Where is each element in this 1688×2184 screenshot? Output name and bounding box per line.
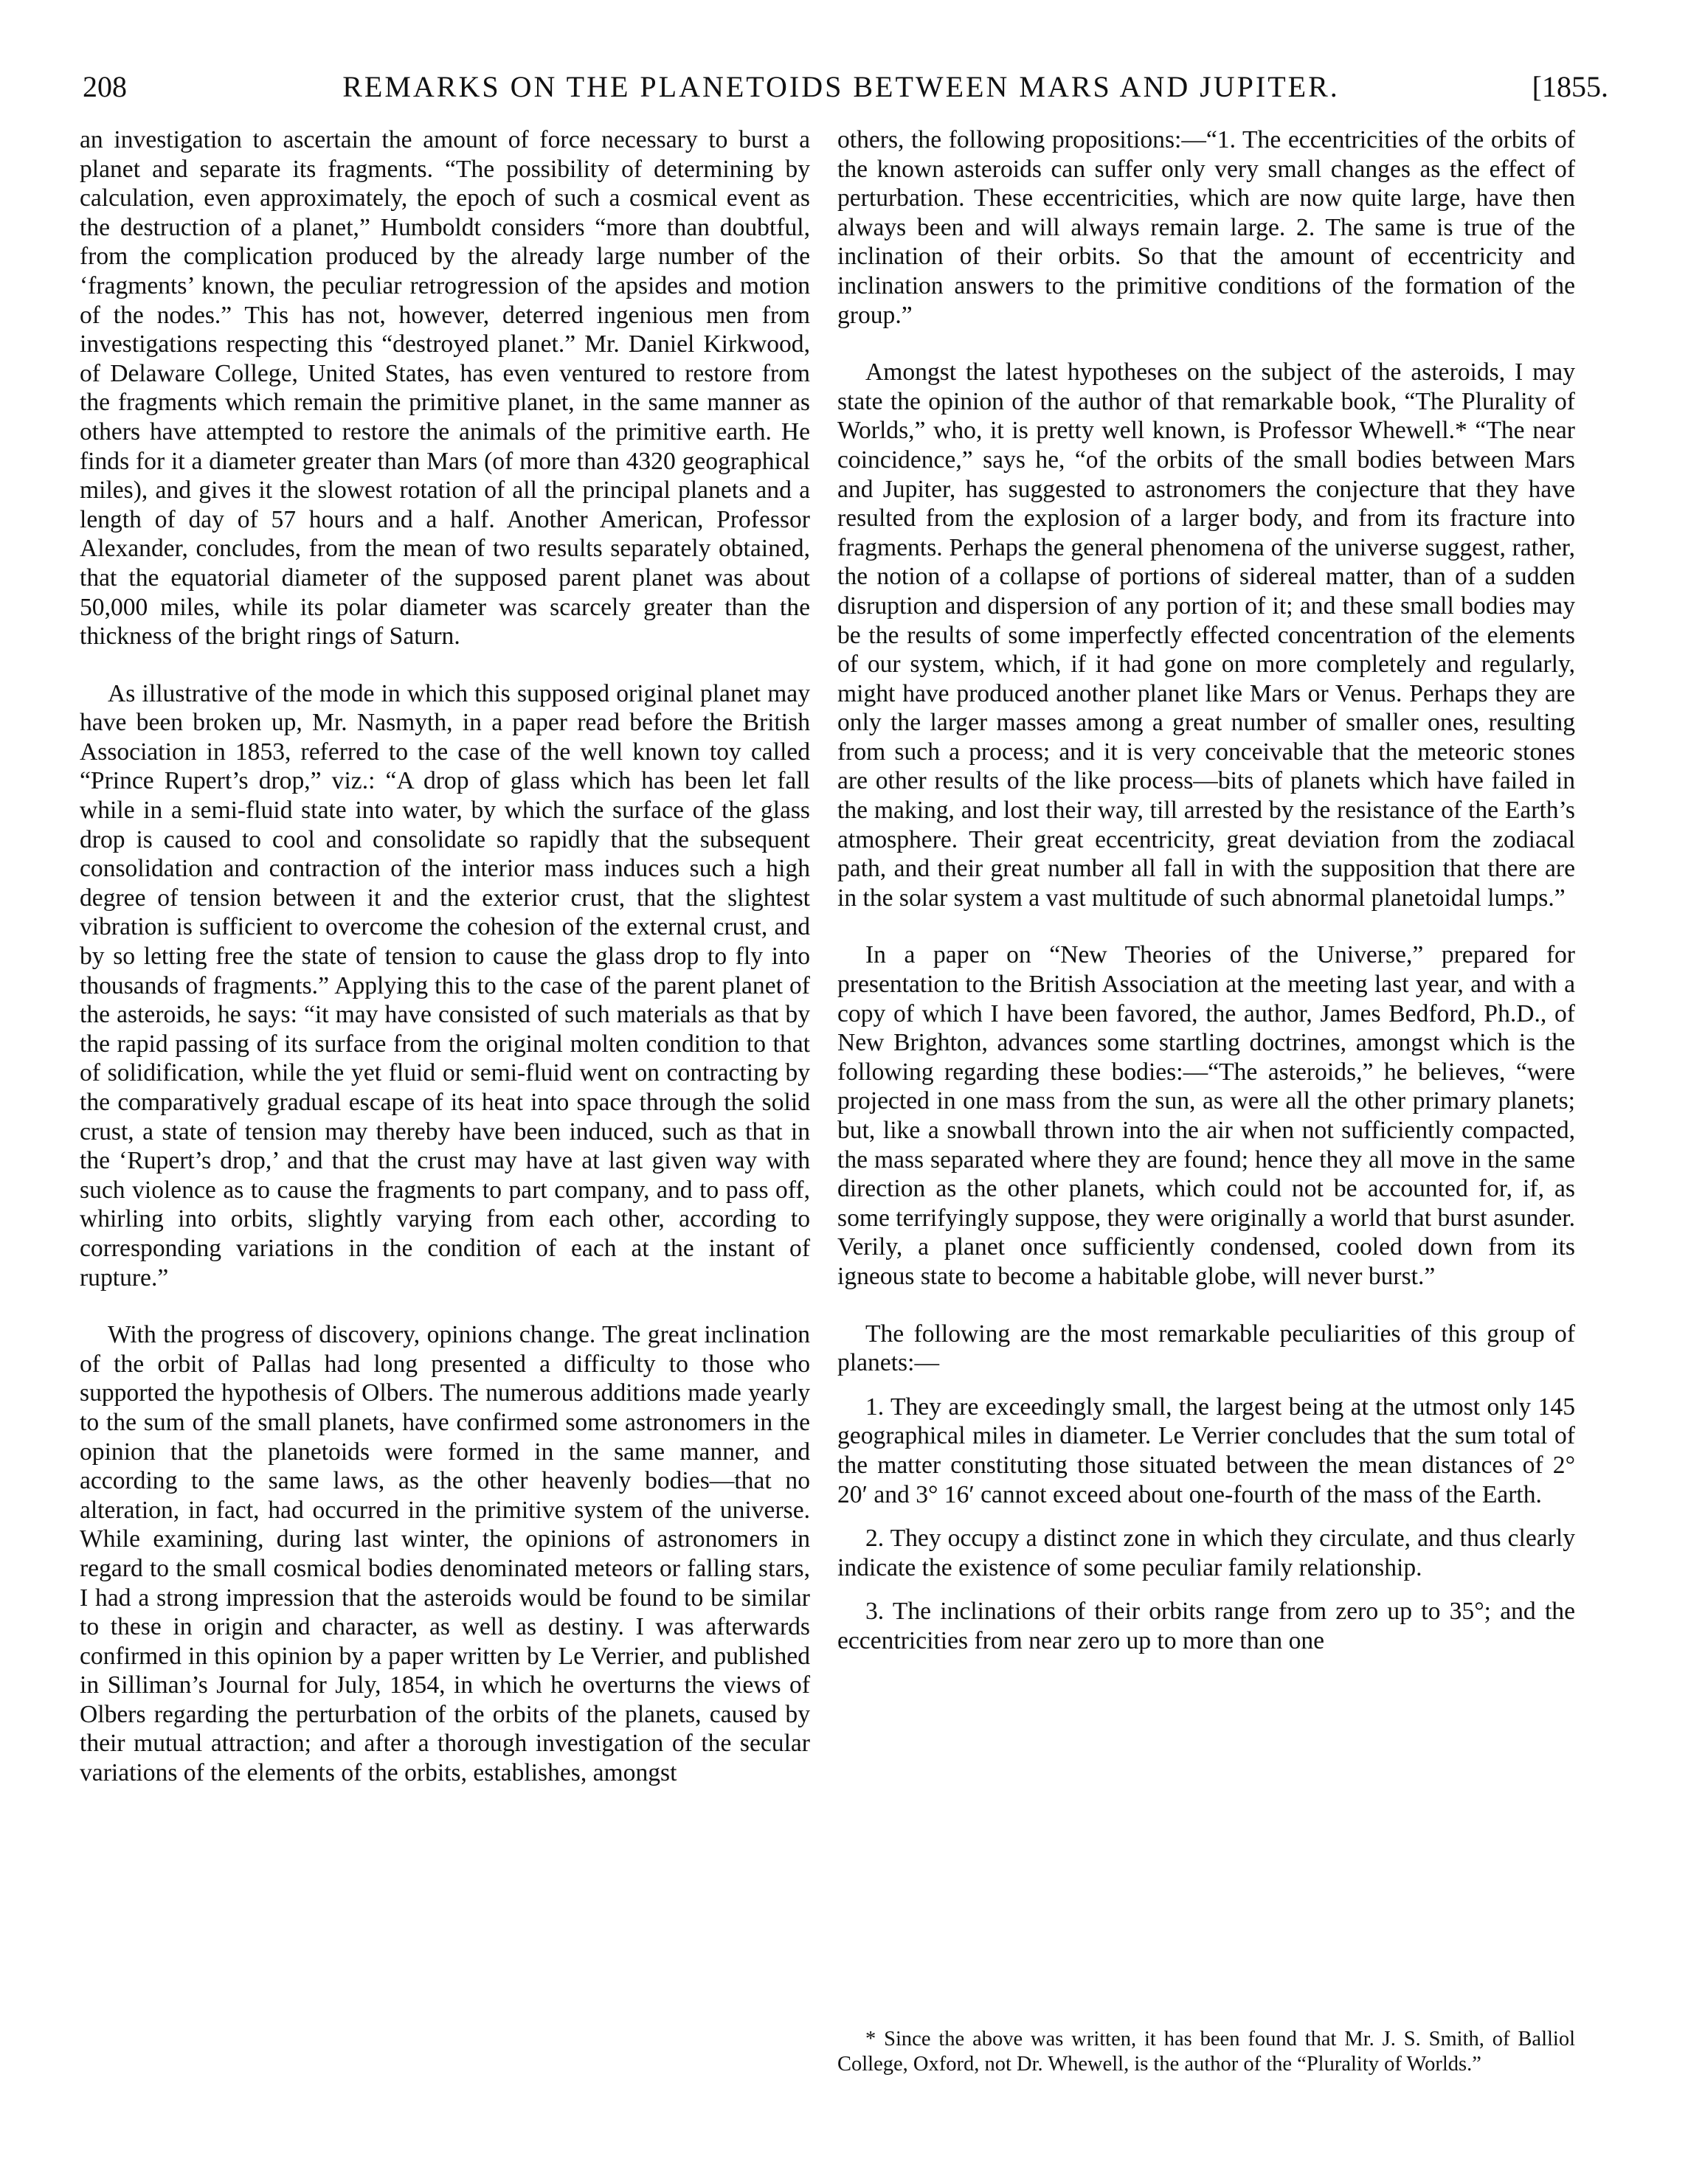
page-number: 208 xyxy=(83,70,127,103)
left-column xyxy=(80,125,810,1788)
footnote xyxy=(837,2027,1575,2077)
footnote-text: * Since the above was written, it has been found that Mr. J. S. Smith, of Balliol College, Oxford, not Dr. Whewell, is the author of the “Plurality of Worlds.” xyxy=(837,2028,1575,2076)
running-title: REMARKS ON THE PLANETOIDS BETWEEN MARS AND JUPITER. xyxy=(342,70,1340,103)
list-item: 3. The inclinations of their orbits range from zero up to 35°; and the eccentricities from near zero up to more than one xyxy=(837,1598,1575,1654)
list-item: 1. They are exceedingly small, the largest being at the utmost only 145 geographical miles in diameter. Le Verrier concludes that the sum total of the matter constituting those situated between the mean distances of 2° 20′ and 3° 16′ cannot exceed about one-fourth of the mass of the Earth. xyxy=(837,1393,1575,1508)
paragraph: With the progress of discovery, opinions change. The great inclination of the orbit of Pallas had long presented a difficulty to those who supported the hypothesis of Olbers. The numerous additions made yearly to the sum of the small planets, have confirmed some astronomers in the opinion that the planetoids were formed in the same manner, and according to the same laws, as the other heavenly bodies—that no alteration, in fact, had occurred in the primitive system of the universe. While examining, during last winter, the opinions of astronomers in regard to the small cosmical bodies denominated meteors or falling stars, I had a strong impression that the asteroids would be found to be similar to these in origin and character, as well as destiny. I was afterwards confirmed in this opinion by a paper written by Le Verrier, and published in Silliman’s Journal for July, 1854, in which he overturns the views of Olbers regarding the perturbation of the orbits of the planets, caused by their mutual attraction; and after a thorough investigation of the secular variations of the elements of the orbits, establishes, amongst xyxy=(80,1321,810,1787)
paragraph: an investigation to ascertain the amount of force necessary to burst a planet and separate its fragments. “The possibility of determining by calculation, even approximately, the epoch of such a cosmical event as the destruction of a planet,” Humboldt considers “more than doubtful, from the complication produced by the already large number of the ‘fragments’ known, the peculiar retrogression of the apsides and motion of the nodes.” This has not, however, deterred ingenious men from investigations respecting this “destroyed planet.” Mr. Daniel Kirkwood, of Delaware College, United States, has even ventured to restore from the fragments which remain the primitive planet, in the same manner as others have attempted to restore the animals of the primitive earth. He finds for it a diameter greater than Mars (of more than 4320 geographical miles), and gives it the slowest rotation of all the principal planets and a length of day of 57 hours and a half. Another American, Professor Alexander, concludes, from the mean of two results separately obtained, that the equatorial diameter of the supposed parent planet was about 50,000 miles, while its polar diameter was scarcely greater than the thickness of the bright rings of Saturn. xyxy=(80,126,810,651)
paragraph: As illustrative of the mode in which this supposed original planet may have been broken up, Mr. Nasmyth, in a paper read before the British Association in 1853, referred to the case of the well known toy called “Prince Rupert’s drop,” viz.: “A drop of glass which has been let fall while in a semi-fluid state into water, by which the surface of the glass drop is caused to cool and consolidate so rapidly that the subsequent consolidation and contraction of the interior mass induces such a high degree of tension between it and the exterior crust, that the slightest vibration is sufficient to overcome the cohesion of the external crust, and by so letting free the state of tension to cause the glass drop to fly into thousands of fragments.” Applying this to the case of the parent planet of the asteroids, he says: “it may have consisted of such materials as that by the rapid passing of its surface from the original molten condition to that of solidification, while the yet fluid or semi-fluid went on contracting by the comparatively gradual escape of its heat into space through the solid crust, a state of tension may thereby have been induced, such as that in the ‘Rupert’s drop,’ and that the crust may have at last given way with such violence as to cause the fragments to part company, and to pass off, whirling into orbits, slightly varying from each other, according to corresponding variations in the condition of each at the instant of rupture.” xyxy=(80,679,810,1292)
header-year: [1855. xyxy=(1532,70,1608,103)
paragraph: The following are the most remarkable peculiarities of this group of planets:— xyxy=(837,1320,1575,1377)
paragraph: In a paper on “New Theories of the Universe,” prepared for presentation to the British Association at the meeting last year, and with a copy of which I have been favored, the author, James Bedford, Ph.D., of New Brighton, advances some startling doctrines, amongst which is the following regarding these bodies:—“The asteroids,” he believes, “were projected in one mass from the sun, as were all the other primary planets; but, like a snowball thrown into the air when not sufficiently compacted, the mass separated where they are found; hence they all move in the same direction as the other planets, which could not be accounted for, if, as some terrifyingly suppose, they were originally a world that burst asunder. Verily, a planet once sufficiently condensed, cooled down from its igneous state to become a habitable globe, will never burst.” xyxy=(837,941,1575,1290)
paragraph: Amongst the latest hypotheses on the subject of the asteroids, I may state the opinion of the author of that remarkable book, “The Plurality of Worlds,” who, it is pretty well known, is Professor Whewell.* “The near coincidence,” says he, “of the orbits of the small bodies between Mars and Jupiter, has suggested to astronomers the conjecture that they have resulted from the explosion of a larger body, and from its fracture into fragments. Perhaps the general phenomena of the universe suggest, rather, the notion of a collapse of portions of sidereal matter, than of a sudden disruption and dispersion of any portion of it; and these small bodies may be the results of some imperfectly effected concentration of the elements of our system, which, if it had gone on more completely and regularly, might have produced another planet like Mars or Venus. Perhaps they are only the larger masses among a great number of smaller ones, resulting from such a process; and it is very conceivable that the meteoric stones are other results of the like process—bits of planets which have failed in the making, and lost their way, till arrested by the resistance of the Earth’s atmosphere. Their great eccentricity, great deviation from the zodiacal path, and their great number all fall in with the supposition that there are in the solar system a vast multitude of such abnormal planetoidal lumps.” xyxy=(837,358,1575,912)
paragraph: others, the following propositions:—“1. The eccentricities of the orbits of the known asteroids can suffer only very small changes as the effect of perturbation. These eccentricities, which are now quite large, have then always been and will always remain large. 2. The same is true of the inclination of their orbits. So that the amount of eccentricity and inclination answers to the primitive conditions of the formation of the group.” xyxy=(837,126,1575,329)
right-column xyxy=(837,125,1575,1656)
list-item: 2. They occupy a distinct zone in which they circulate, and thus clearly indicate the existence of some peculiar family relationship. xyxy=(837,1525,1575,1581)
running-header xyxy=(74,65,1608,109)
